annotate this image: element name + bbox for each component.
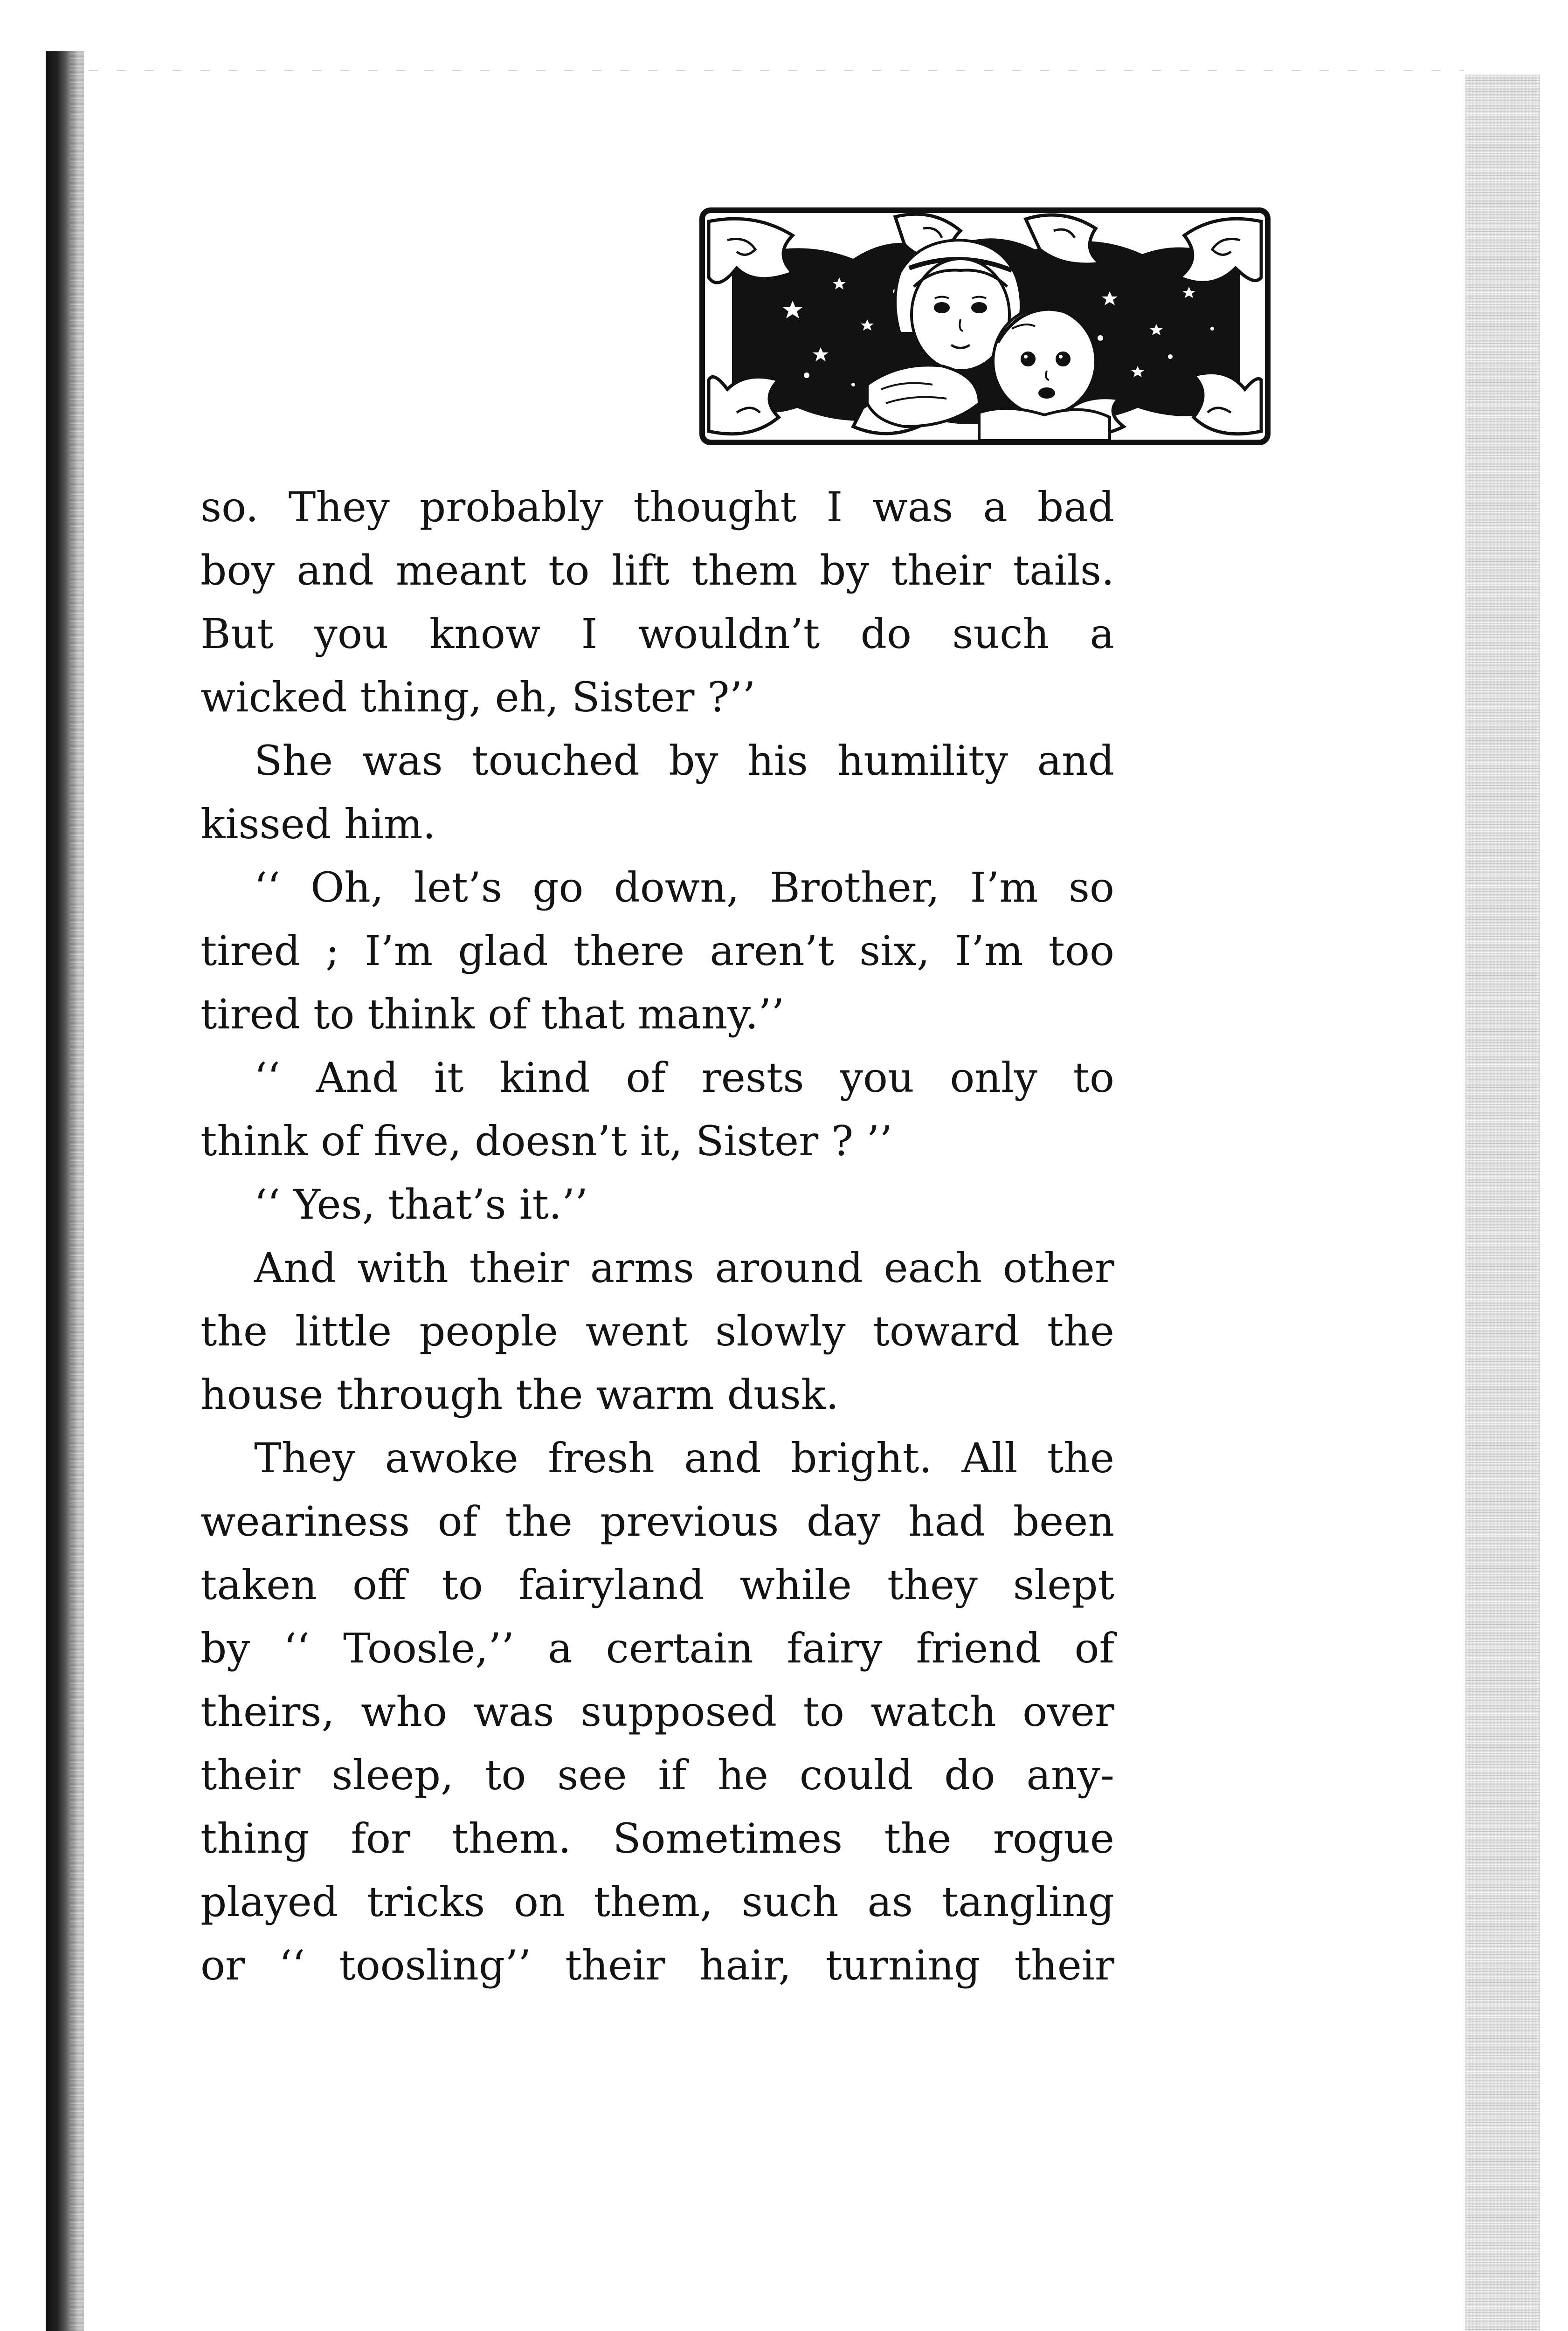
children-among-clouds-image bbox=[699, 207, 1271, 445]
text-line: thing for them. Sometimes the rogue bbox=[200, 1814, 1114, 1862]
text-line: ‘‘ Oh, let’s go down, Brother, I’m so bbox=[254, 863, 1114, 911]
scan-top-edge bbox=[89, 70, 1464, 71]
text-line: house through the warm dusk. bbox=[200, 1371, 839, 1419]
text-line: ‘‘ Yes, that’s it.’’ bbox=[254, 1180, 588, 1228]
headpiece-illustration bbox=[699, 207, 1271, 445]
text-line: so. They probably thought I was a bad bbox=[200, 483, 1114, 531]
text-line: by ‘‘ Toosle,’’ a certain fairy friend of bbox=[200, 1624, 1114, 1672]
text-line: And with their arms around each other bbox=[254, 1244, 1114, 1292]
text-line: But you know I wouldn’t do such a bbox=[200, 610, 1114, 658]
scan-gutter-texture bbox=[70, 51, 84, 2331]
text-line: weariness of the previous day had been bbox=[200, 1497, 1114, 1545]
text-line: theirs, who was supposed to watch over bbox=[200, 1688, 1114, 1736]
page-text bbox=[200, 476, 1114, 1997]
text-line: played tricks on them, such as tangling bbox=[200, 1878, 1114, 1926]
text-line: think of five, doesn’t it, Sister ? ’’ bbox=[200, 1117, 893, 1165]
text-line: tired to think of that many.’’ bbox=[200, 990, 785, 1038]
text-line: the little people went slowly toward the bbox=[200, 1307, 1114, 1355]
text-line: ‘‘ And it kind of rests you only to bbox=[254, 1054, 1114, 1102]
text-line: taken off to fairyland while they slept bbox=[200, 1561, 1114, 1609]
text-line: tired ; I’m glad there aren’t six, I’m too bbox=[200, 927, 1114, 975]
text-line: wicked thing, eh, Sister ?’’ bbox=[200, 673, 756, 721]
scan-right-edge bbox=[1465, 75, 1540, 2331]
text-line: their sleep, to see if he could do any- bbox=[200, 1751, 1114, 1799]
text-line: kissed him. bbox=[200, 800, 436, 848]
text-line: She was touched by his humility and bbox=[254, 737, 1114, 785]
text-line: boy and meant to lift them by their tails. bbox=[200, 546, 1114, 594]
text-line: or ‘‘ toosling’’ their hair, turning their bbox=[200, 1941, 1114, 1989]
text-line: They awoke fresh and bright. All the bbox=[254, 1434, 1114, 1482]
